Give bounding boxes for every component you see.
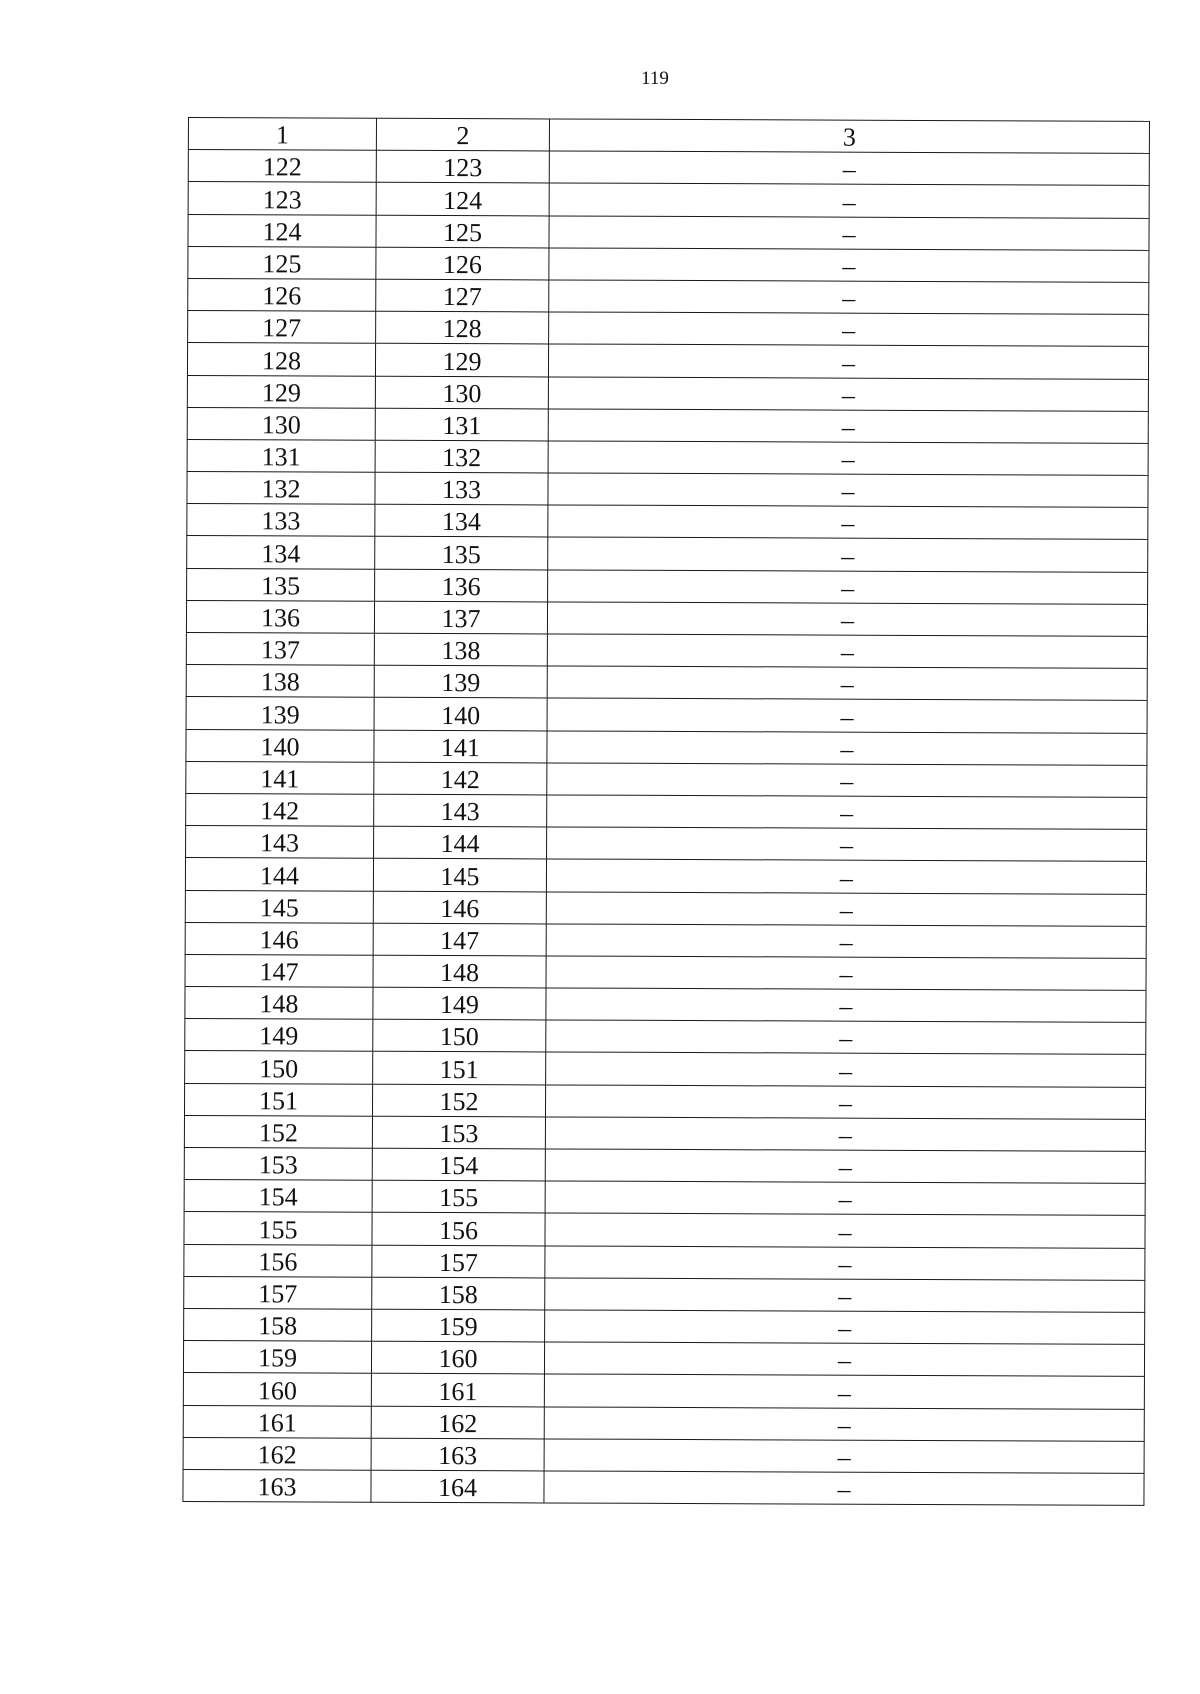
table-row bbox=[187, 568, 1148, 604]
table-row bbox=[187, 536, 1148, 572]
table-cell-col3: – bbox=[544, 1439, 1144, 1474]
table-cell-col3: – bbox=[548, 344, 1148, 379]
table-row bbox=[185, 1051, 1146, 1087]
table-row bbox=[184, 1083, 1145, 1119]
table-row bbox=[187, 472, 1148, 508]
table-row bbox=[186, 793, 1147, 829]
table-row bbox=[187, 375, 1148, 411]
table-cell-col2: 123 bbox=[376, 150, 549, 183]
table-cell-col2: 157 bbox=[372, 1245, 545, 1278]
table-cell-col1: 151 bbox=[184, 1083, 372, 1116]
table-row bbox=[186, 697, 1147, 733]
table-cell-col2: 155 bbox=[372, 1180, 545, 1213]
table-cell-col1: 144 bbox=[185, 858, 373, 891]
table-row bbox=[183, 1469, 1144, 1505]
table-cell-col3: – bbox=[546, 988, 1146, 1023]
table-cell-col3: – bbox=[544, 1406, 1144, 1441]
table-cell-col1: 152 bbox=[184, 1115, 372, 1148]
table-cell-col2: 136 bbox=[375, 569, 548, 602]
table-cell-col3: – bbox=[545, 1149, 1145, 1184]
table-cell-col3: – bbox=[549, 183, 1149, 218]
table-cell-col3: – bbox=[545, 1310, 1145, 1345]
table-row bbox=[184, 1180, 1145, 1216]
table-cell-col2: 164 bbox=[371, 1470, 544, 1503]
table-cell-col3: – bbox=[549, 280, 1149, 315]
column-header-2: 2 bbox=[376, 118, 549, 151]
table-cell-col2: 133 bbox=[375, 472, 548, 505]
data-table bbox=[182, 117, 1150, 1506]
table-cell-col1: 123 bbox=[188, 182, 376, 215]
table-header-row bbox=[188, 118, 1149, 154]
table-row bbox=[185, 987, 1146, 1023]
table-cell-col2: 146 bbox=[373, 891, 546, 924]
table-row bbox=[184, 1244, 1145, 1280]
table-cell-col2: 162 bbox=[371, 1406, 544, 1439]
table-cell-col1: 124 bbox=[188, 214, 376, 247]
table-cell-col1: 122 bbox=[188, 150, 376, 183]
table-cell-col2: 143 bbox=[374, 794, 547, 827]
table-cell-col3: – bbox=[549, 151, 1149, 186]
table-cell-col1: 130 bbox=[187, 407, 375, 440]
table-cell-col2: 149 bbox=[373, 987, 546, 1020]
table-row bbox=[184, 1147, 1145, 1183]
table-cell-col3: – bbox=[545, 1246, 1145, 1281]
table-cell-col1: 160 bbox=[183, 1373, 371, 1406]
table-row bbox=[187, 504, 1148, 540]
table-cell-col2: 126 bbox=[376, 247, 549, 280]
table-cell-col2: 128 bbox=[376, 311, 549, 344]
table-cell-col1: 146 bbox=[185, 922, 373, 955]
table-cell-col1: 132 bbox=[187, 472, 375, 505]
table-cell-col1: 137 bbox=[186, 632, 374, 665]
table-cell-col3: – bbox=[547, 602, 1147, 637]
table-cell-col1: 156 bbox=[184, 1244, 372, 1277]
table-cell-col3: – bbox=[546, 1052, 1146, 1087]
table-cell-col2: 147 bbox=[373, 923, 546, 956]
table-cell-col3: – bbox=[544, 1342, 1144, 1377]
table-cell-col1: 139 bbox=[186, 697, 374, 730]
table-cell-col1: 147 bbox=[185, 954, 373, 987]
table-cell-col3: – bbox=[548, 376, 1148, 411]
table-cell-col1: 149 bbox=[185, 1019, 373, 1052]
table-cell-col2: 152 bbox=[372, 1084, 545, 1117]
table-cell-col1: 157 bbox=[184, 1276, 372, 1309]
table-row bbox=[186, 761, 1147, 797]
table-cell-col1: 138 bbox=[186, 665, 374, 698]
table-cell-col1: 145 bbox=[185, 890, 373, 923]
table-cell-col2: 154 bbox=[372, 1148, 545, 1181]
table-cell-col1: 150 bbox=[185, 1051, 373, 1084]
table-cell-col1: 140 bbox=[186, 729, 374, 762]
table-row bbox=[188, 278, 1149, 314]
table-cell-col3: – bbox=[548, 409, 1148, 444]
table-cell-col1: 163 bbox=[183, 1469, 371, 1502]
table-cell-col2: 134 bbox=[375, 505, 548, 538]
table-row bbox=[188, 150, 1149, 186]
table-cell-col1: 161 bbox=[183, 1405, 371, 1438]
table-cell-col1: 136 bbox=[186, 600, 374, 633]
page-number: 119 bbox=[641, 68, 669, 89]
table-cell-col3: – bbox=[546, 924, 1146, 959]
table-cell-col3: – bbox=[548, 441, 1148, 476]
table-cell-col3: – bbox=[545, 1117, 1145, 1152]
table-cell-col2: 153 bbox=[372, 1116, 545, 1149]
table-cell-col3: – bbox=[546, 956, 1146, 991]
table-cell-col1: 148 bbox=[185, 987, 373, 1020]
table-cell-col1: 131 bbox=[187, 439, 375, 472]
table-cell-col3: – bbox=[545, 1213, 1145, 1248]
table-cell-col2: 158 bbox=[372, 1277, 545, 1310]
table-row bbox=[183, 1405, 1144, 1441]
table-cell-col1: 141 bbox=[186, 761, 374, 794]
table-cell-col3: – bbox=[547, 827, 1147, 862]
table-cell-col2: 142 bbox=[374, 762, 547, 795]
table-cell-col1: 135 bbox=[187, 568, 375, 601]
table-cell-col2: 145 bbox=[373, 859, 546, 892]
table-cell-col3: – bbox=[547, 666, 1147, 701]
table-cell-col2: 161 bbox=[371, 1374, 544, 1407]
table-cell-col2: 144 bbox=[374, 826, 547, 859]
table-cell-col3: – bbox=[547, 795, 1147, 830]
table-cell-col2: 129 bbox=[375, 344, 548, 377]
table-cell-col2: 127 bbox=[376, 279, 549, 312]
table-row bbox=[186, 729, 1147, 765]
table-cell-col2: 160 bbox=[371, 1341, 544, 1374]
table-cell-col2: 132 bbox=[375, 440, 548, 473]
table-row bbox=[185, 954, 1146, 990]
table-cell-col3: – bbox=[548, 473, 1148, 508]
table-cell-col1: 159 bbox=[183, 1341, 371, 1374]
table-row bbox=[185, 858, 1146, 894]
table-row bbox=[183, 1437, 1144, 1473]
table-cell-col3: – bbox=[548, 537, 1148, 572]
table-cell-col3: – bbox=[549, 216, 1149, 251]
table-cell-col1: 128 bbox=[187, 343, 375, 376]
table-row bbox=[184, 1115, 1145, 1151]
table-cell-col3: – bbox=[547, 698, 1147, 733]
table-cell-col1: 126 bbox=[188, 278, 376, 311]
table-cell-col3: – bbox=[545, 1181, 1145, 1216]
table-cell-col1: 133 bbox=[187, 504, 375, 537]
table-cell-col3: – bbox=[547, 763, 1147, 798]
table-cell-col2: 141 bbox=[374, 730, 547, 763]
table-row bbox=[186, 600, 1147, 636]
column-header-1: 1 bbox=[188, 118, 376, 151]
table-cell-col1: 155 bbox=[184, 1212, 372, 1245]
table-cell-col3: – bbox=[547, 634, 1147, 669]
table-cell-col1: 143 bbox=[186, 826, 374, 859]
table-cell-col3: – bbox=[545, 1278, 1145, 1313]
table-cell-col3: – bbox=[546, 1020, 1146, 1055]
table-cell-col2: 163 bbox=[371, 1438, 544, 1471]
table-cell-col2: 139 bbox=[374, 665, 547, 698]
table-cell-col3: – bbox=[548, 570, 1148, 605]
table-row bbox=[185, 1019, 1146, 1055]
table-row bbox=[184, 1308, 1145, 1344]
table-cell-col1: 127 bbox=[188, 311, 376, 344]
table-cell-col2: 151 bbox=[373, 1052, 546, 1085]
table-row bbox=[186, 826, 1147, 862]
table-cell-col1: 153 bbox=[184, 1147, 372, 1180]
table-row bbox=[186, 632, 1147, 668]
table-row bbox=[188, 311, 1149, 347]
table-cell-col3: – bbox=[549, 248, 1149, 283]
table-cell-col2: 130 bbox=[375, 376, 548, 409]
table-cell-col2: 131 bbox=[375, 408, 548, 441]
table-cell-col3: – bbox=[547, 731, 1147, 766]
table-row bbox=[186, 665, 1147, 701]
table-row bbox=[188, 182, 1149, 218]
table-cell-col2: 137 bbox=[374, 601, 547, 634]
table-cell-col1: 142 bbox=[186, 793, 374, 826]
table-cell-col3: – bbox=[546, 891, 1146, 926]
table-row bbox=[183, 1341, 1144, 1377]
table-cell-col3: – bbox=[544, 1471, 1144, 1506]
table-cell-col3: – bbox=[546, 859, 1146, 894]
table-cell-col1: 134 bbox=[187, 536, 375, 569]
table-cell-col1: 125 bbox=[188, 246, 376, 279]
table-cell-col2: 138 bbox=[374, 633, 547, 666]
table-cell-col1: 158 bbox=[184, 1308, 372, 1341]
table-cell-col2: 125 bbox=[376, 215, 549, 248]
table-cell-col1: 154 bbox=[184, 1180, 372, 1213]
table-row bbox=[185, 922, 1146, 958]
table-cell-col2: 159 bbox=[372, 1309, 545, 1342]
table-row bbox=[188, 246, 1149, 282]
table-row bbox=[184, 1212, 1145, 1248]
table-cell-col3: – bbox=[549, 312, 1149, 347]
table-row bbox=[188, 214, 1149, 250]
table-cell-col3: – bbox=[545, 1085, 1145, 1120]
table-row bbox=[185, 890, 1146, 926]
table-cell-col3: – bbox=[548, 505, 1148, 540]
table-row bbox=[187, 343, 1148, 379]
table-cell-col2: 140 bbox=[374, 698, 547, 731]
table-cell-col3: – bbox=[544, 1374, 1144, 1409]
table-cell-col2: 124 bbox=[376, 183, 549, 216]
table-body bbox=[183, 150, 1149, 1506]
table-row bbox=[183, 1373, 1144, 1409]
table-row bbox=[187, 439, 1148, 475]
table-cell-col2: 150 bbox=[373, 1019, 546, 1052]
table-row bbox=[187, 407, 1148, 443]
table-cell-col2: 148 bbox=[373, 955, 546, 988]
column-header-3: 3 bbox=[549, 119, 1149, 154]
table-cell-col1: 162 bbox=[183, 1437, 371, 1470]
table-cell-col2: 135 bbox=[375, 537, 548, 570]
table-row bbox=[184, 1276, 1145, 1312]
table-cell-col2: 156 bbox=[372, 1213, 545, 1246]
table-cell-col1: 129 bbox=[187, 375, 375, 408]
